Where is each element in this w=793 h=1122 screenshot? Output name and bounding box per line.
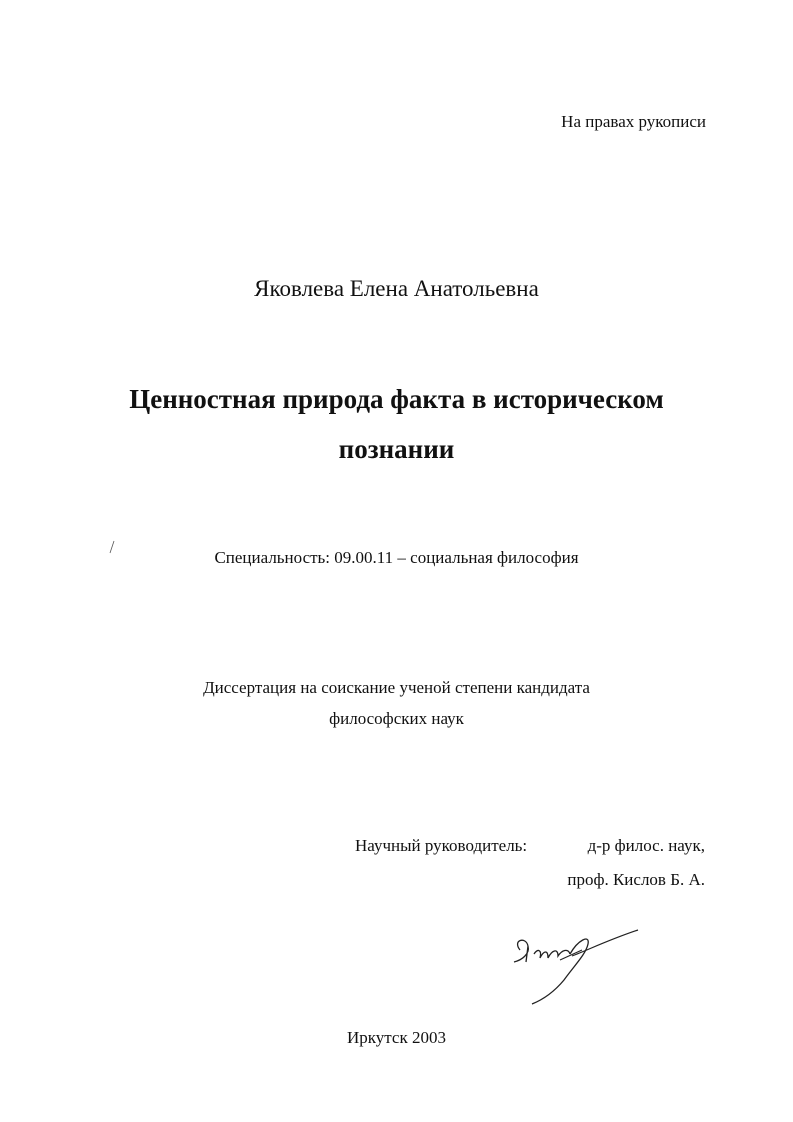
- author-name: Яковлева Елена Анатольевна: [254, 276, 539, 301]
- manuscript-rights-note: На правах рукописи: [561, 112, 706, 131]
- supervisor-degree: д-р филос. наук,: [587, 836, 705, 855]
- dissertation-line-1: Диссертация на соискание ученой степени кандидата: [203, 678, 590, 697]
- specialty-line: Специальность: 09.00.11 – социальная философия: [214, 548, 579, 567]
- dissertation-line-2: философских наук: [329, 709, 464, 728]
- handwritten-signature: [498, 910, 648, 1010]
- thesis-title-line-2: познании: [338, 434, 455, 464]
- city-year: Иркутск 2003: [347, 1028, 446, 1047]
- supervisor-name: проф. Кислов Б. А.: [567, 870, 705, 889]
- supervisor-label: Научный руководитель:: [355, 836, 528, 855]
- thesis-title-line-1: Ценностная природа факта в историческом: [129, 384, 664, 414]
